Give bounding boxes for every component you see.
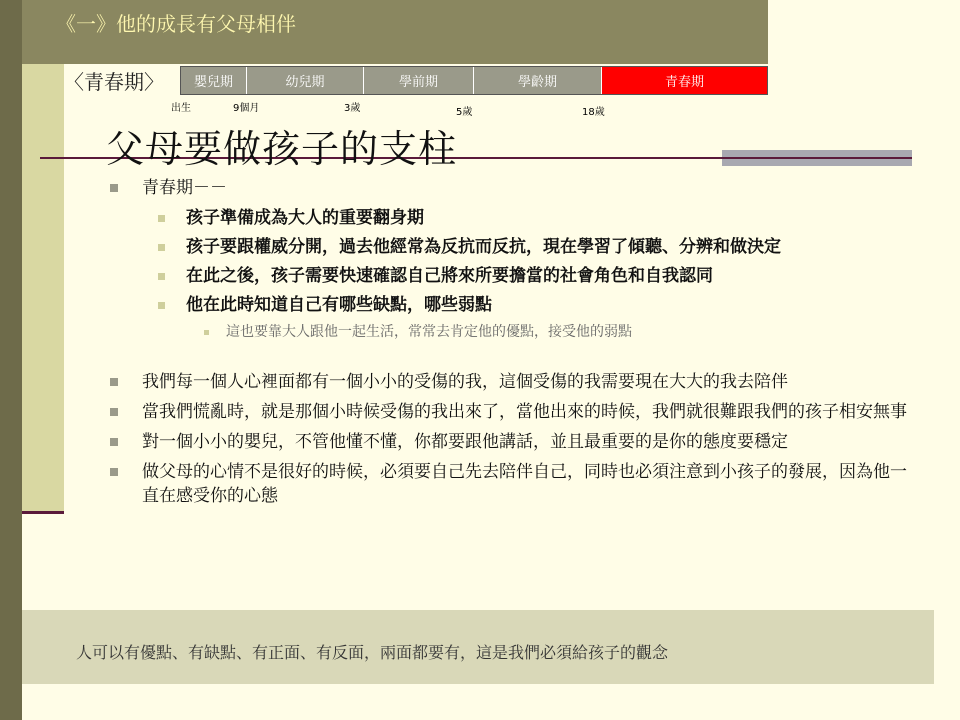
timeline-tick-9-months: 9個月: [233, 103, 260, 114]
bullet-item: 對一個小小的嬰兒，不管他懂不懂，你都要跟他講話，並且最重要的是你的態度要穩定: [108, 430, 908, 454]
timeline-segment-toddler: 幼兒期: [247, 67, 364, 94]
left-stripe-accent: [22, 511, 64, 514]
timeline-segment-adolescence: 青春期: [602, 67, 767, 94]
stage-label: 〈青春期〉: [64, 70, 164, 94]
timeline-segment-infant: 嬰兒期: [181, 67, 247, 94]
sub-bullet: 孩子準備成為大人的重要翻身期: [108, 206, 908, 230]
left-stripe-light: [22, 22, 64, 512]
timeline-segment-school-age: 學齡期: [474, 67, 602, 94]
bullet-item: 做父母的心情不是很好的時候，必須要自己先去陪伴自己，同時也必須注意到小孩子的發展，因為他一直在感受你的心態: [108, 460, 908, 508]
bullet-item: 我們每一個人心裡面都有一個小小的受傷的我，這個受傷的我需要現在大大的我去陪伴: [108, 370, 908, 394]
development-timeline: [180, 66, 768, 95]
timeline-tick-18-years: 18歲: [582, 107, 605, 118]
left-stripe-dark: [0, 22, 22, 720]
timeline-segment-preschool: 學前期: [364, 67, 474, 94]
timeline-tick-5-years: 5歲: [456, 107, 473, 118]
sub-bullet: 在此之後，孩子需要快速確認自己將來所要擔當的社會角色和自我認同: [108, 264, 908, 288]
bullet-list: [108, 176, 908, 514]
timeline-tick-3-years: 3歲: [344, 103, 361, 114]
bullet-adolescence: 青春期－－: [108, 176, 908, 200]
footer-note: 人可以有優點、有缺點、有正面、有反面，兩面都要有，這是我們必須給孩子的觀念: [76, 643, 669, 662]
sub-bullet: 孩子要跟權威分開，過去他經常為反抗而反抗，現在學習了傾聽、分辨和做決定: [108, 235, 908, 259]
slide-section-title: 《一》他的成長有父母相伴: [56, 12, 296, 36]
sub-bullet: 他在此時知道自己有哪些缺點，哪些弱點: [108, 293, 908, 317]
timeline-tick-birth: 出生: [171, 103, 191, 114]
bullet-item: 當我們慌亂時，就是那個小時候受傷的我出來了，當他出來的時候，我們就很難跟我們的孩子相安無事: [108, 400, 908, 424]
sub-sub-bullet: 這也要靠大人跟他一起生活，常常去肯定他的優點，接受他的弱點: [108, 322, 908, 342]
slide-heading: 父母要做孩子的支柱: [106, 127, 458, 171]
heading-accent-line: [722, 157, 912, 159]
